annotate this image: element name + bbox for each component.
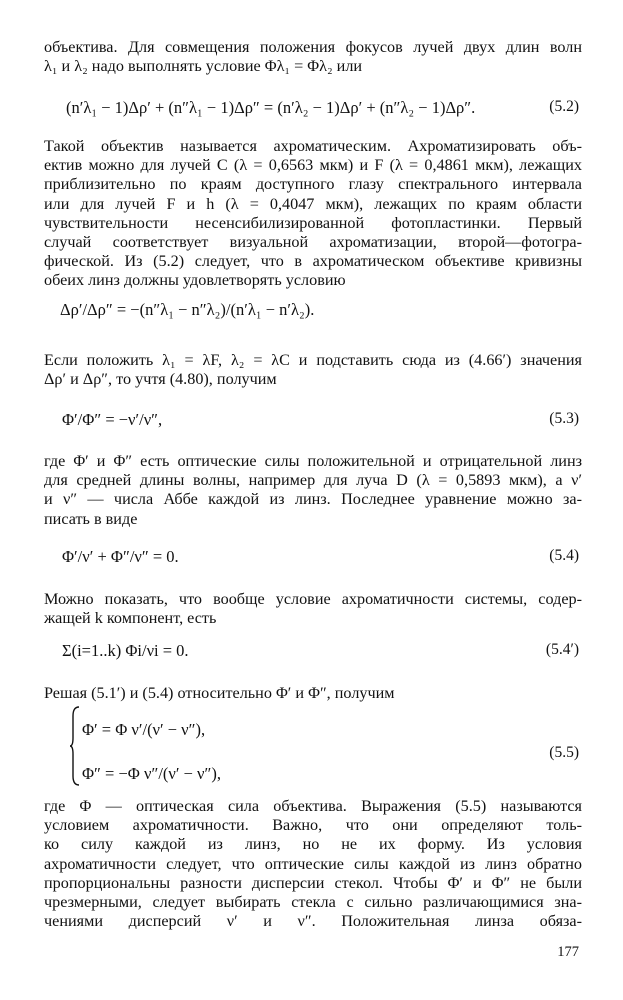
p2-line-8: обеих линз должны удовлетворять условию xyxy=(44,271,346,290)
paragraph-5 xyxy=(44,590,582,628)
equation-5-4-number: (5.4) xyxy=(549,547,579,564)
equation-5-5a-body: Φ′ = Φ ν′/(ν′ − ν″), xyxy=(82,720,206,739)
p7-line-5: пропорциональны разности дисперсии стекол. Чтобы Φ′ и Φ″ не были xyxy=(44,873,582,892)
p2-line-3: приблизительно по краям доступного глазу спектрального интервала xyxy=(44,175,582,194)
equation-5-4-prime-body: Σ(i=1..k) Φi/νi = 0. xyxy=(62,641,189,660)
paragraph-6 xyxy=(44,684,582,703)
p4-line-4: писать в виде xyxy=(44,509,138,528)
p7-line-2: условием ахроматичности. Важно, что они определяют толь- xyxy=(44,816,582,835)
p2-line-4: или для лучей F и h (λ = 0,4047 мкм), лежащих по краям области xyxy=(44,194,582,213)
p2-line-1: Такой объектив называется ахроматическим. Ахроматизировать объ- xyxy=(44,137,582,155)
equation-curvature-body: Δρ′/Δρ″ = −(n″λ₁ − n″λ₂)/(n′λ₁ − n′λ₂). xyxy=(60,300,315,319)
paragraph-3 xyxy=(44,351,582,389)
equation-5-4-prime-number: (5.4′) xyxy=(545,641,579,658)
equation-5-2-body: (n′λ₁ − 1)Δρ′ + (n″λ₁ − 1)Δρ″ = (n′λ₂ − 1)Δρ′ + (n″λ₂ − 1)Δρ″. xyxy=(66,98,476,117)
paragraph-7 xyxy=(44,797,582,931)
page-number: 177 xyxy=(557,944,579,960)
p2-line-2: ектив можно для лучей C (λ = 0,6563 мкм) и F (λ = 0,4861 мкм), лежащих xyxy=(44,156,582,175)
p7-line-7: чениями дисперсий ν′ и ν″. Положительная линза обяза- xyxy=(44,912,582,931)
p1-line-1: объектива. Для совмещения положения фокусов лучей двух длин волн xyxy=(44,38,582,56)
p1-line-2: λ₁ и λ₂ надо выполнять условие Φλ₁ = Φλ₂ или xyxy=(44,57,363,76)
brace-icon xyxy=(70,706,80,786)
p3-line-1: Если положить λ₁ = λF, λ₂ = λC и подставить сюда из (4.66′) значения xyxy=(44,351,582,369)
p7-line-1: где Φ — оптическая сила объектива. Выражения (5.5) называются xyxy=(44,797,582,815)
equation-5-2-number: (5.2) xyxy=(549,98,579,115)
p4-line-1: где Φ′ и Φ″ есть оптические силы положительной и отрицательной линз xyxy=(44,452,582,470)
p2-line-7: фической. Из (5.2) следует, что в ахроматическом объективе кривизны xyxy=(44,252,582,271)
p7-line-4: ахроматичности следует, что оптические силы каждой из линз обратно xyxy=(44,854,582,873)
paragraph-4 xyxy=(44,452,582,529)
p7-line-3: ко силу каждой из линз, но не их форму. Из условия xyxy=(44,835,582,854)
equation-5-4-body: Φ′/ν′ + Φ″/ν″ = 0. xyxy=(62,547,179,566)
equation-5-5-number: (5.5) xyxy=(549,744,579,761)
equation-5-3-body: Φ′/Φ″ = −ν′/ν″, xyxy=(62,410,163,429)
equation-5-5b-body: Φ″ = −Φ ν″/(ν′ − ν″), xyxy=(82,764,221,783)
p7-line-6: чрезмерными, следует выбирать стекла с сильно различающимися зна- xyxy=(44,892,582,911)
paragraph-1 xyxy=(44,38,582,76)
paragraph-2 xyxy=(44,137,582,291)
p4-line-2: для средней длины волны, например для луча D (λ = 0,5893 мкм), а ν′ xyxy=(44,471,582,490)
p2-line-6: случай соответствует визуальной ахроматизации, второй—фотогра- xyxy=(44,232,582,251)
p4-line-3: и ν″ — числа Аббе каждой из линз. Последнее уравнение можно за- xyxy=(44,490,582,509)
p6-line-1: Решая (5.1′) и (5.4) относительно Φ′ и Φ″, получим xyxy=(44,684,395,702)
p3-line-2: Δρ′ и Δρ″, то учтя (4.80), получим xyxy=(44,370,277,389)
p2-line-5: чувствительности несенсибилизированной фотопластинки. Первый xyxy=(44,213,582,232)
equation-5-3-number: (5.3) xyxy=(549,410,579,427)
p5-line-2: жащей k компонент, есть xyxy=(44,609,217,628)
p5-line-1: Можно показать, что вообще условие ахроматичности системы, содер- xyxy=(44,590,582,608)
